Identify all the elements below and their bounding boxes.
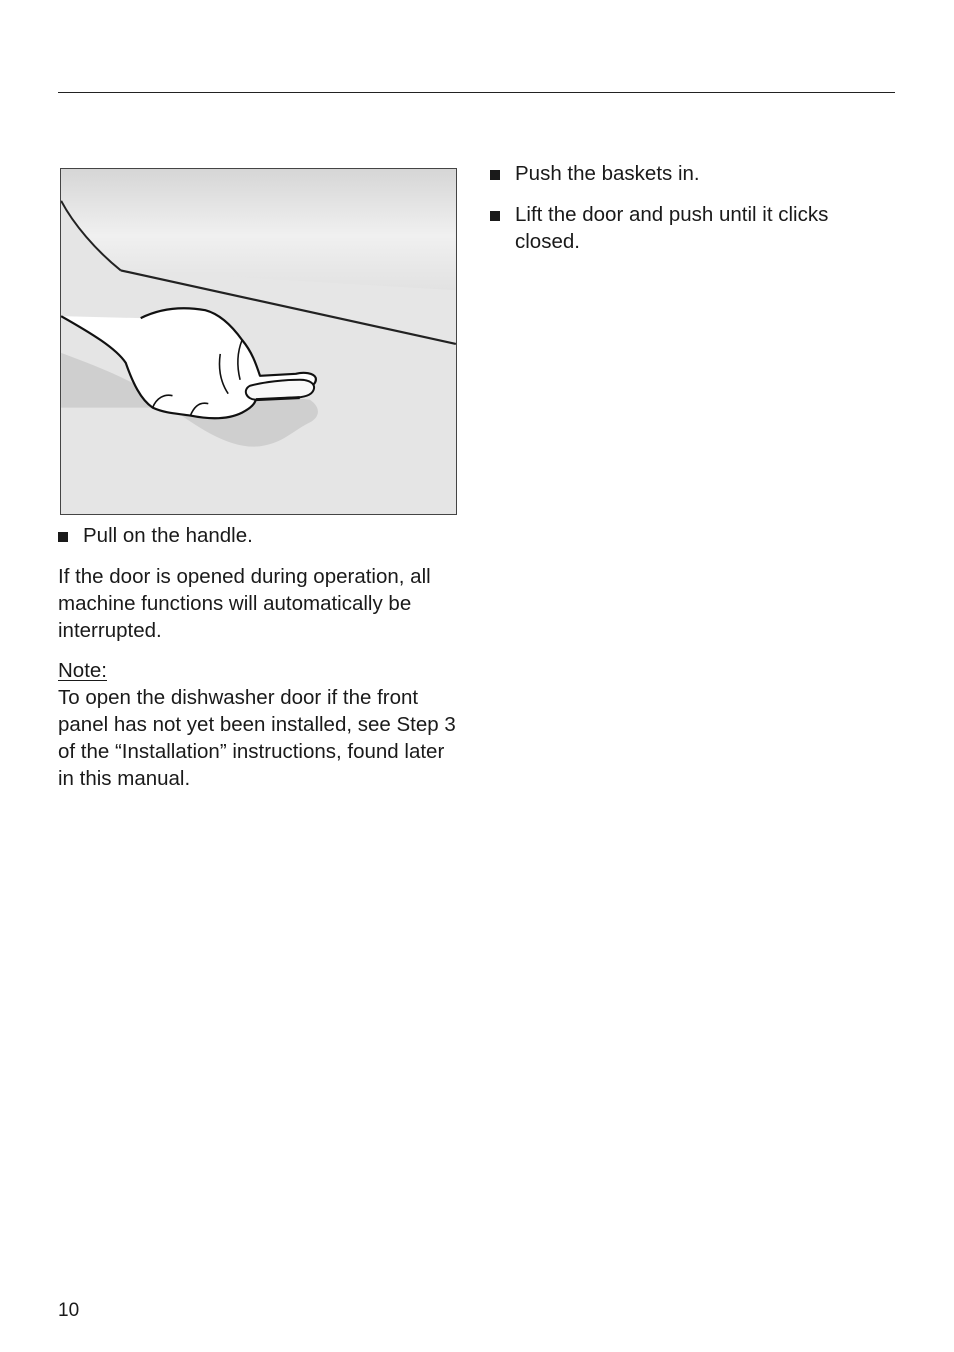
bullet-text: Lift the door and push until it clicks closed. [515,203,829,253]
interrupt-paragraph: If the door is opened during operation, all machine functions will automatically be interrupted. [58,565,431,642]
bullet-pull-handle [58,522,463,549]
bullet-text: Pull on the handle. [83,524,253,547]
bullet-push-baskets [490,160,890,187]
note-text: To open the dishwasher door if the front panel has not yet been installed, see Step 3 of the “Installation” instructions, found later in this manual. [58,686,456,790]
square-bullet-icon [490,170,500,180]
bullet-lift-door [490,201,890,255]
door-handle-drawing [61,169,456,514]
left-column [58,522,463,805]
page-number: 10 [58,1300,80,1321]
hand-pulling-handle-illustration [60,168,457,515]
right-column [490,160,890,269]
bullet-text: Push the baskets in. [515,162,700,185]
square-bullet-icon [490,211,500,221]
note-block [58,657,463,792]
header-rule [58,92,895,93]
note-heading: Note: [58,659,107,682]
square-bullet-icon [58,532,68,542]
